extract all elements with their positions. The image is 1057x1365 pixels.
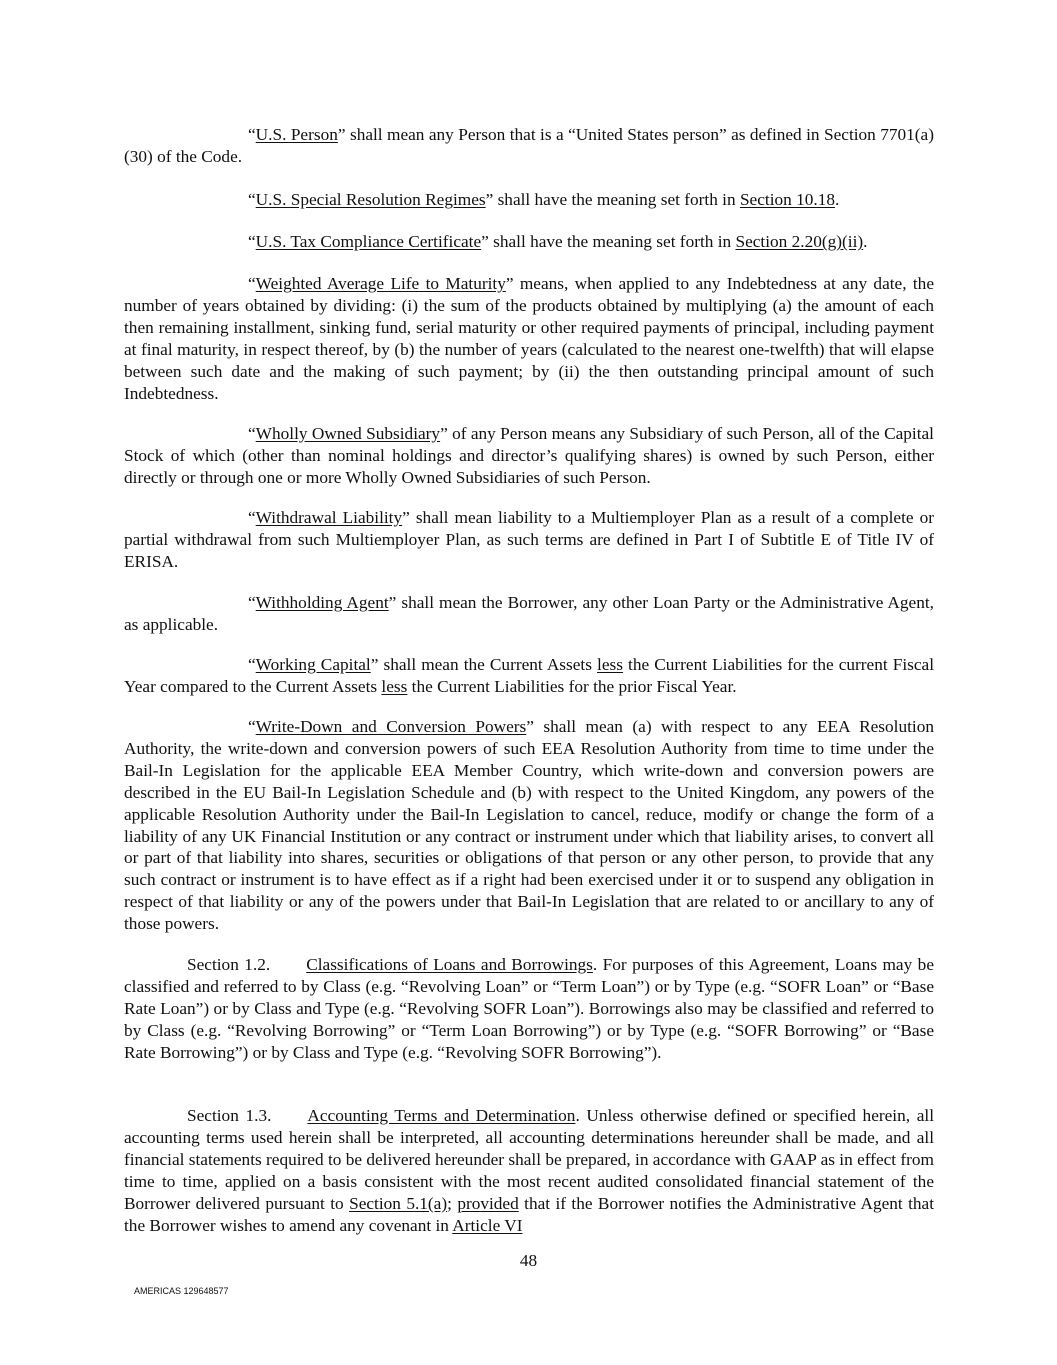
defined-term: Write-Down and Conversion Powers <box>255 717 527 736</box>
definition-us-special-resolution-regimes: “U.S. Special Resolution Regimes” shall have the meaning set forth in Section 10.18. <box>248 190 840 209</box>
section-heading: Accounting Terms and Determination <box>307 1106 576 1125</box>
definition-us-person: “U.S. Person” shall mean any Person that is a “United States person” as defined in Section 7701(a)(30) of the Code. <box>124 125 934 166</box>
defined-term: Withdrawal Liability <box>255 508 403 527</box>
definition-wholly-owned-subsidiary: “Wholly Owned Subsidiary” of any Person means any Subsidiary of such Person, all of the Capital Stock of which (other than nominal holdings and director’s qualifying shares) is owned by such Person, either directly or through one or more Wholly Owned Subsidiaries of such Person. <box>124 424 934 487</box>
definition-weighted-average-life: “Weighted Average Life to Maturity” means, when applied to any Indebtedness at any date, the number of years obtained by dividing: (i) the sum of the products obtained by multiplying (a) the amount of each then remaining installment, sinking fund, serial maturity or other required payments of principal, including payment at final maturity, in respect thereof, by (b) the number of years (calculated to the nearest one-twelfth) that will elapse between such date and the making of such payment; by (ii) the then outstanding principal amount of such Indebtedness. <box>124 274 934 403</box>
definition-working-capital: “Working Capital” shall mean the Current Assets less the Current Liabilities for the current Fiscal Year compared to the Current Assets less the Current Liabilities for the prior Fiscal Year. <box>124 655 935 696</box>
section-reference[interactable]: Section 10.18 <box>739 190 835 209</box>
section-heading: Classifications of Loans and Borrowings <box>306 955 593 974</box>
definition-withdrawal-liability: “Withdrawal Liability” shall mean liability to a Multiemployer Plan as a result of a complete or partial withdrawal from such Multiemployer Plan, as such terms are defined in Part I of Subtitle E of Title IV of ERISA. <box>124 508 934 571</box>
section-1-2: Section 1.2. Classifications of Loans and Borrowings. For purposes of this Agreement, Loans may be classified and referred to by Class (e.g. “Revolving Loan” or “Term Loan”) or by Type (e.g. “SOFR Loan” or “Base Rate Loan”) or by Class and Type (e.g. “Revolving SOFR Loan”). Borrowings also may be classified and referred to by Class (e.g. “Revolving Borrowing” or “Term Loan Borrowing”) or by Type (e.g. “SOFR Borrowing” or “Base Rate Borrowing”) or by Class and Type (e.g. “Revolving SOFR Borrowing”). <box>124 955 934 1062</box>
emphasis-provided: provided <box>457 1193 519 1213</box>
emphasis-less: less <box>381 676 408 696</box>
section-reference[interactable]: Section 5.1(a) <box>349 1193 448 1213</box>
definition-us-tax-compliance-certificate: “U.S. Tax Compliance Certificate” shall have the meaning set forth in Section 2.20(g)(ii). <box>248 232 868 251</box>
defined-term: U.S. Special Resolution Regimes <box>255 190 486 209</box>
section-number: Section 1.3. <box>187 1106 272 1125</box>
defined-term: Withholding Agent <box>255 593 389 612</box>
defined-term: Wholly Owned Subsidiary <box>255 424 441 443</box>
section-1-3: Section 1.3. Accounting Terms and Determination. Unless otherwise defined or specified herein, all accounting terms used herein shall be interpreted, all accounting determinations hereunder shall be made, and all financial statements required to be delivered hereunder shall be prepared, in accordance with GAAP as in effect from time to time, applied on a basis consistent with the most recent audited consolidated financial statement of the Borrower delivered pursuant to Section 5.1(a); provided that if the Borrower notifies the Administrative Agent that the Borrower wishes to amend any covenant in Article VI <box>124 1106 935 1235</box>
section-number: Section 1.2. <box>187 955 271 974</box>
defined-term: U.S. Tax Compliance Certificate <box>255 232 482 251</box>
emphasis-less: less <box>597 655 623 674</box>
definition-write-down-conversion-powers: “Write-Down and Conversion Powers” shall mean (a) with respect to any EEA Resolution Authority, the write-down and conversion powers of such EEA Resolution Authority from time to time under the Bail-In Legislation for the applicable EEA Member Country, which write-down and conversion powers are described in the EU Bail-In Legislation Schedule and (b) with respect to the United Kingdom, any powers of the applicable Resolution Authority under the Bail-In Legislation to cancel, reduce, modify or change the form of a liability of any UK Financial Institution or any contract or instrument under which that liability arises, to convert all or part of that liability into shares, securities or obligations of that person or any other person, to provide that any such contract or instrument is to have effect as if a right had been exercised under it or to suspend any obligation in respect of that liability or any of the powers under that Bail-In Legislation that are related to or ancillary to any of those powers. <box>124 717 934 934</box>
defined-term: Weighted Average Life to Maturity <box>255 274 506 293</box>
defined-term: Working Capital <box>255 655 371 674</box>
defined-term: U.S. Person <box>255 125 338 144</box>
section-reference[interactable]: Section 2.20(g)(ii) <box>735 232 864 251</box>
page-number: 48 <box>519 1251 538 1270</box>
document-id-footer: AMERICAS 129648577 <box>134 1286 229 1296</box>
definition-withholding-agent: “Withholding Agent” shall mean the Borrower, any other Loan Party or the Administrative Agent, as applicable. <box>124 593 934 634</box>
article-reference[interactable]: Article VI <box>452 1215 523 1235</box>
